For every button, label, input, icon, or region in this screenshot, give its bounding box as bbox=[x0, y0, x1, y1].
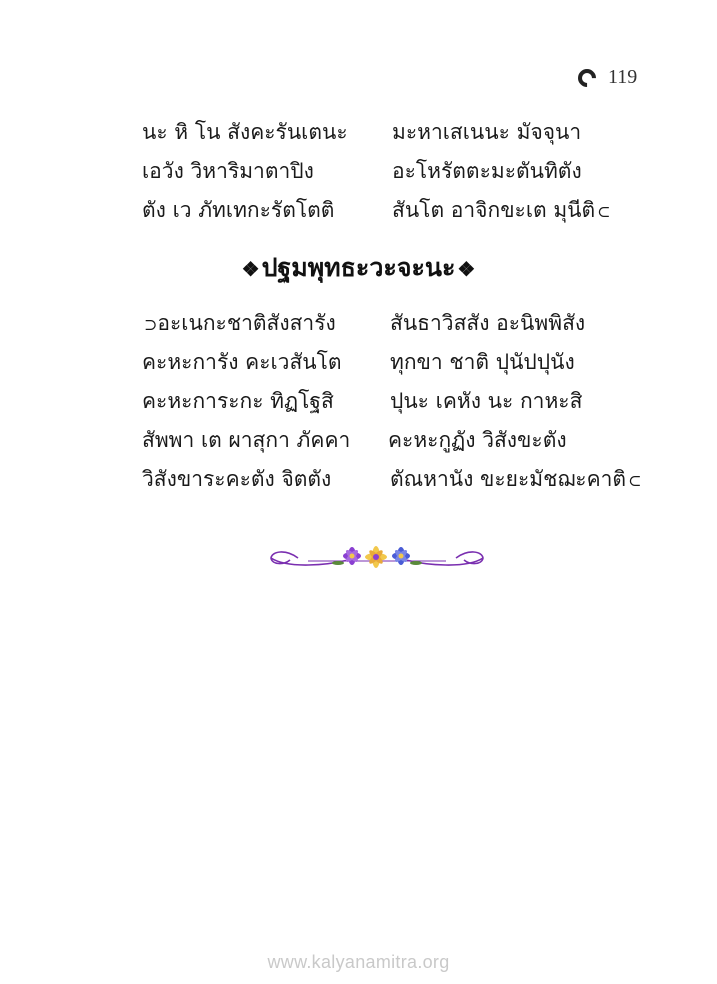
end-mark-icon: ⊂ bbox=[597, 202, 611, 221]
half-circle-icon bbox=[574, 65, 599, 90]
verse-line-left: เอวัง วิหาริมาตาปิง bbox=[142, 159, 314, 183]
flower-right bbox=[392, 547, 410, 565]
verse-row bbox=[142, 421, 622, 460]
verse-line-left: สัพพา เต ผาสุกา ภัคคา bbox=[142, 428, 351, 452]
verse-row bbox=[142, 113, 622, 152]
verse-line-left: คะหะการะกะ ทิฏโฐสิ bbox=[142, 389, 334, 413]
verse-line-right: อะโหรัตตะมะตันทิตัง bbox=[392, 159, 582, 183]
verse-row bbox=[142, 152, 622, 191]
diamond-ornament-icon: ❖ bbox=[457, 257, 476, 281]
page-number-block bbox=[578, 66, 637, 89]
start-mark-icon: ⊃ bbox=[144, 315, 158, 334]
verse-line-left: วิสังขาระคะตัง จิตตัง bbox=[142, 467, 332, 491]
verse-row bbox=[142, 382, 622, 421]
floral-divider-ornament bbox=[268, 541, 486, 575]
verse-row bbox=[142, 460, 642, 499]
verse-line-left: ⊃อะเนกะชาติสังสารัง bbox=[144, 311, 336, 335]
verse-row bbox=[142, 343, 622, 382]
verse-line-right: ปุนะ เคหัง นะ กาหะสิ bbox=[390, 389, 583, 413]
end-mark-icon: ⊂ bbox=[628, 471, 642, 490]
verse-row bbox=[142, 304, 622, 343]
verse-row bbox=[142, 191, 622, 230]
flower-left bbox=[343, 547, 361, 565]
verse-line-left: นะ หิ โน สังคะรันเตนะ bbox=[142, 120, 348, 144]
verse-line-right: สันโต อาจิกขะเต มุนีติ ⊂ bbox=[392, 198, 611, 222]
verse-line-right: มะหาเสเนนะ มัจจุนา bbox=[392, 120, 582, 144]
diamond-ornament-icon: ❖ bbox=[241, 257, 260, 281]
verse-section-2 bbox=[142, 304, 642, 499]
verse-line-right: สันธาวิสสัง อะนิพพิสัง bbox=[390, 311, 586, 335]
verse-line-left: ตัง เว ภัทเทกะรัตโตติ bbox=[142, 198, 335, 222]
flower-center bbox=[365, 546, 387, 568]
verse-line-right: ตัณหานัง ขะยะมัชฌะคาติ ⊂ bbox=[390, 467, 642, 491]
page-number: 119 bbox=[608, 66, 638, 88]
verse-line-left: คะหะการัง คะเวสันโต bbox=[142, 350, 342, 374]
verse-line-right: ทุกขา ชาติ ปุนัปปุนัง bbox=[390, 350, 575, 374]
verse-section-1 bbox=[142, 113, 622, 230]
watermark-url: www.kalyanamitra.org bbox=[267, 952, 450, 972]
heading-title: ปฐมพุทธะวะจะนะ bbox=[261, 253, 456, 282]
verse-line-right: คะหะกูฏัง วิสังขะตัง bbox=[388, 428, 567, 452]
section-heading bbox=[0, 248, 717, 288]
